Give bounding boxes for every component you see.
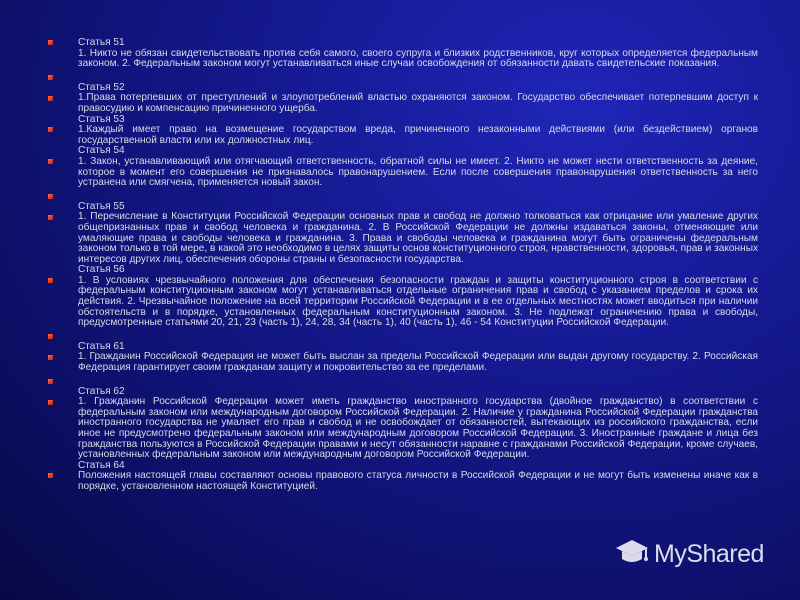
article-list xyxy=(46,37,758,493)
article-text: 1. В условиях чрезвычайного положения для обеспечения безопасности граждан и защиты конституционного строя в соответствии с федеральным конституционным законом могут устанавливаться отдельные ограничения прав и свобод с указанием пределов и срока их действия. 2. Чрезвычайное положение на всей территории Российской Федерации и в ее отдельных местностях может вводиться при наличии обстоятельств и в порядке, установленных федеральным конституционным законом. 3. Не подлежат ограничению права и свободы, предусмотренные статьями 20, 21, 23 (часть 1), 24, 28, 34 (часть 1), 40 (часть 1), 46 - 54 Конституции Российской Федерации. xyxy=(78,274,758,329)
article-text: 1. Перечисление в Конституции Российской Федерации основных прав и свобод не должно толковаться как отрицание или умаление других общепризнанных прав и свобод человека и гражданина. 2. В Российской Федерации не должны издаваться законы, отменяющие или умаляющие права и свободы человека и гражданина. 3. Права и свободы человека и гражданина могут быть ограничены федеральным законом только в той мере, в какой это необходимо в целях защиты основ конституционного строя, нравственности, здоровья, прав и законных интересов других лиц, обеспечения обороны страны и безопасности государства. Статья 56 xyxy=(78,211,758,276)
article-heading: Статья 62 xyxy=(78,385,125,397)
watermark-text: MyShared xyxy=(654,540,764,568)
list-item xyxy=(46,377,758,384)
graduation-cap-icon xyxy=(614,537,650,571)
bullet-icon xyxy=(48,473,53,478)
bullet-icon xyxy=(48,215,53,220)
list-item xyxy=(46,157,758,189)
bullet-icon xyxy=(48,400,53,405)
list-item xyxy=(46,332,758,339)
article-heading: Статья 52 xyxy=(78,81,125,93)
bullet-icon xyxy=(48,278,53,283)
article-text: 1. Никто не обязан свидетельствовать против себя самого, своего супруга и близких родственников, круг которых определяется федеральным законом. 2. Федеральным законом могут устанавливаться иные случаи освобождения от обязанности давать свидетельские показания. xyxy=(78,47,758,70)
article-text: 1. Гражданин Российской Федерации может иметь гражданство иностранного государства (двойное гражданство) в соответствии с федеральным законом или международным договором Российской Федерации. 2. Наличие у гражданина Российской Федерации гражданства иностранного государства не умаляет его прав и свобод и не освобождает от обязанностей, вытекающих из российского гражданства, если иное не предусмотрено федеральным законом или международным договором Российской Федерации. 3. Иностранные граждане и лица без гражданства пользуются в Российской Федерации правами и несут обязанности наравне с гражданами Российской Федерации, кроме случаев, установленных федеральным законом или международным договором Российской Федерации. Статья 64 xyxy=(78,396,758,471)
list-item xyxy=(46,38,758,70)
list-item xyxy=(46,192,758,199)
bullet-icon xyxy=(48,355,53,360)
article-heading: Статья 55 xyxy=(78,200,125,212)
list-item xyxy=(46,125,758,157)
bullet-icon xyxy=(48,194,53,199)
bullet-icon xyxy=(48,127,53,132)
list-item xyxy=(46,73,758,80)
list-item xyxy=(46,387,758,472)
article-text: 1.Права потерпевших от преступлений и злоупотреблений властью охраняются законом. Государство обеспечивает потерпевшим доступ к правосудию и компенсацию причиненного ущерба. Статья 53 xyxy=(78,92,758,125)
bullet-icon xyxy=(48,75,53,80)
list-item xyxy=(46,342,758,374)
article-text: 1. Закон, устанавливающий или отягчающий ответственность, обратной силы не имеет. 2. Никто не может нести ответственность за деяние, которое в момент его совершения не признавалось правонарушением. Если после совершения правонарушения ответственность за него устранена или смягчена, применяется новый закон. xyxy=(78,155,758,189)
list-item xyxy=(46,276,758,329)
article-heading: Статья 51 xyxy=(78,37,125,48)
bullet-icon xyxy=(48,334,53,339)
bullet-icon xyxy=(48,40,53,45)
bullet-icon xyxy=(48,379,53,384)
list-item xyxy=(46,83,758,125)
article-text: 1.Каждый имеет право на возмещение государством вреда, причиненного незаконными действиями (или бездействием) органов государственной власти или их должностных лиц. Статья 54 xyxy=(78,124,758,157)
list-item xyxy=(46,471,758,492)
bullet-icon xyxy=(48,159,53,164)
article-heading: Статья 61 xyxy=(78,340,125,352)
article-text: Положения настоящей главы составляют основы правового статуса личности в Российской Федерации и не могут быть изменены иначе как в порядке, установленном настоящей Конституцией. xyxy=(78,470,758,492)
list-item xyxy=(46,202,758,276)
article-text: 1. Гражданин Российской Федерация не может быть выслан за пределы Российской Федерации или выдан другому государству. 2. Российская Федерация гарантирует своим гражданам защиту и покровительство за ее пределами. xyxy=(78,351,758,374)
bullet-icon xyxy=(48,96,53,101)
myshared-watermark xyxy=(612,536,787,572)
